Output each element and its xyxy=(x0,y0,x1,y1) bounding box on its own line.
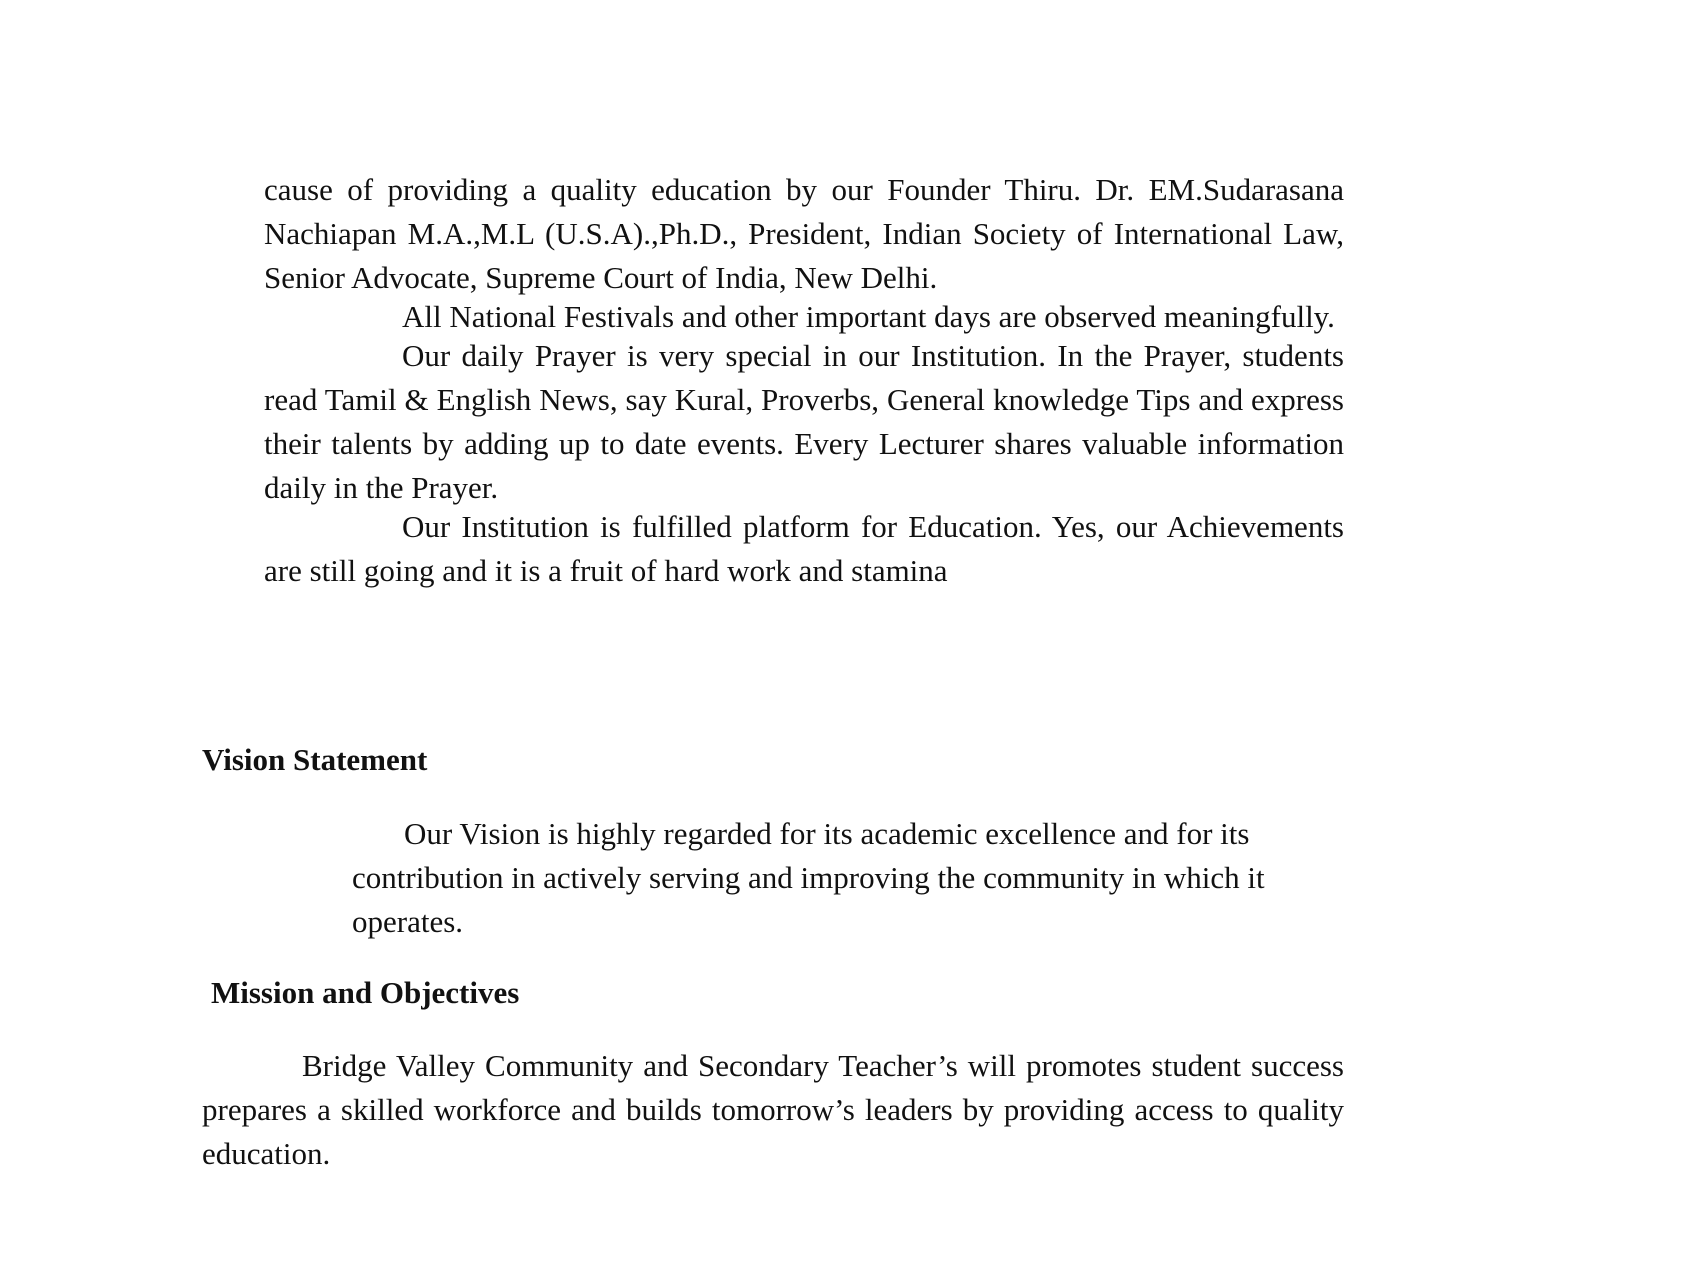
intro-section xyxy=(264,168,1344,593)
vision-section xyxy=(352,812,1342,944)
mission-paragraph: Bridge Valley Community and Secondary Teacher’s will promotes student success prepares a skilled workforce and builds tomorrow’s leaders by providing access to quality education. xyxy=(202,1048,1344,1171)
vision-heading: Vision Statement xyxy=(202,742,428,777)
intro-paragraph-founder: cause of providing a quality education by our Founder Thiru. Dr. EM.Sudarasana Nachiapan M.A.,M.L (U.S.A).,Ph.D., President, Indian Society of International Law, Senior Advocate, Supreme Court of India, New Delhi. xyxy=(264,172,1344,295)
intro-paragraph-achievements: Our Institution is fulfilled platform for Education. Yes, our Achievements are still going and it is a fruit of hard work and stamina xyxy=(264,509,1344,588)
mission-heading: Mission and Objectives xyxy=(211,975,520,1010)
vision-paragraph: Our Vision is highly regarded for its academic excellence and for its contribution in actively serving and improving the community in which it operates. xyxy=(352,816,1265,939)
intro-paragraph-festivals: All National Festivals and other important days are observed meaningfully. xyxy=(402,299,1335,334)
mission-section xyxy=(202,1044,1344,1176)
intro-paragraph-prayer: Our daily Prayer is very special in our Institution. In the Prayer, students read Tamil & English News, say Kural, Proverbs, General knowledge Tips and express their talents by adding up to date events. Every Lecturer shares valuable information daily in the Prayer. xyxy=(264,338,1344,505)
